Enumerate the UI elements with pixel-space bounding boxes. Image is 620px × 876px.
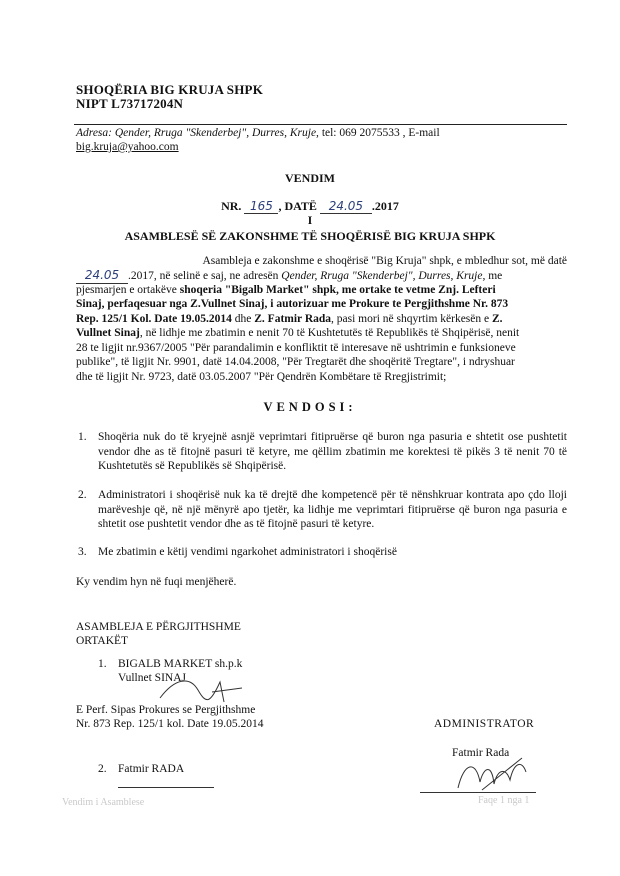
page-faint: Faqe 1 nga 1 bbox=[478, 795, 530, 806]
member-2-name: Fatmir RADA bbox=[118, 763, 185, 775]
intro-line-2 bbox=[76, 268, 567, 284]
assembly-label: ASAMBLEJA E PËRGJITHSHME bbox=[76, 621, 241, 633]
company-nipt: NIPT L73717204N bbox=[76, 96, 184, 111]
date-year: .2017 bbox=[371, 199, 399, 213]
intro-5d: , pasi mori në shqyrtim kërkesën e bbox=[331, 313, 490, 325]
member-1-representative: Vullnet SINAJ bbox=[118, 672, 186, 684]
intro-line-5 bbox=[76, 312, 567, 327]
address-line bbox=[76, 126, 576, 141]
decision-number-line bbox=[0, 199, 620, 214]
date-handwritten: 24.05 bbox=[320, 199, 372, 214]
assembly-title: ASAMBLESË SË ZAKONSHME TË SHOQËRISË BIG KRUJA SHPK bbox=[124, 229, 496, 243]
member-2-number: 2. bbox=[98, 763, 107, 775]
effect-statement: Ky vendim hyn në fuqi menjëherë. bbox=[76, 576, 237, 588]
administrator-title: ADMINISTRATOR bbox=[434, 718, 535, 730]
header-rule bbox=[74, 124, 567, 125]
intro-5e: Z. bbox=[492, 313, 503, 325]
intro-5c: Z. Fatmir Rada bbox=[254, 313, 332, 325]
proxy-line-2: Nr. 873 Rep. 125/1 kol. Date 19.05.2014 bbox=[76, 718, 264, 730]
decision-item-1 bbox=[78, 430, 567, 474]
intro-line-4: Sinaj, perfaqesuar nga Z.Vullnet Sinaj, i autorizuar me Prokure te Pergjithshme Nr. 873 bbox=[76, 298, 509, 310]
intro-3a: pjesmarjen e ortakëve bbox=[76, 284, 177, 296]
item-text: Shoqëria nuk do të kryejnë asnjë veprimtari fitipruërse që buron nga pasuria e shtetit ose pushtetit vendor dhe as të fitojnë pasuri të ketyre, me qëllim zbatimin me korektesi të pikës 3 të nenit 70 të Kushtetutës së Republikës së Shqipërisë. bbox=[98, 431, 567, 473]
decision-item-2 bbox=[78, 488, 567, 532]
intro-6a: Vullnet Sinaj bbox=[76, 327, 140, 339]
member-2-signature-line bbox=[118, 787, 214, 788]
decision-heading: VENDIM bbox=[285, 171, 335, 185]
contact-tel: tel: 069 2075533 , E-mail bbox=[321, 127, 440, 139]
footer-faint: Vendim i Asamblese bbox=[62, 797, 145, 808]
intro-5a: Rep. 125/1 Kol. Date 19.05.2014 bbox=[76, 313, 232, 325]
intro-3b: shoqeria "Bigalb Market" shpk, me ortake te vetme Znj. Lefteri bbox=[179, 284, 496, 296]
item-number: 1. bbox=[78, 431, 87, 443]
administrator-signature-line bbox=[420, 792, 536, 793]
intro-5b: dhe bbox=[234, 313, 252, 325]
company-email: big.kruja@yahoo.com bbox=[76, 141, 179, 153]
decision-item-3 bbox=[78, 545, 567, 560]
date-prefix: , DATË bbox=[278, 199, 317, 213]
intro-line-3 bbox=[76, 283, 567, 298]
decides-heading: VENDOSI: bbox=[263, 400, 357, 414]
member-1-number: 1. bbox=[98, 658, 107, 670]
intro-line-1: Asambleja e zakonshme e shoqërisë "Big Kruja" shpk, e mbledhur sot, më datë bbox=[202, 255, 567, 267]
nr-handwritten: 165 bbox=[244, 199, 278, 214]
title-i: I bbox=[307, 213, 313, 227]
nr-prefix: NR. bbox=[221, 199, 242, 213]
company-name: SHOQËRIA BIG KRUJA SHPK bbox=[76, 82, 263, 97]
intro-2a: .2017, në selinë e saj, ne adresën bbox=[128, 270, 279, 282]
intro-line-8: publike", të ligjit Nr. 9901, datë 14.04.2008, "Për Tregtarët dhe shoqëritë Tregtare", i ndryshuar bbox=[76, 356, 515, 368]
meeting-date-hand: 24.05 bbox=[76, 268, 128, 284]
address-value: Qender, Rruga "Skenderbej", Durres, Kruje, bbox=[114, 127, 319, 139]
intro-2b: me bbox=[488, 270, 503, 282]
intro-line-7: 28 te ligjit nr.9367/2005 "Për parandalimin e konfliktit të interesave në ushtrimin e funksioneve bbox=[76, 342, 516, 354]
member-1-name: BIGALB MARKET sh.p.k bbox=[118, 658, 243, 670]
item-text: Administratori i shoqërisë nuk ka të drejtë dhe kompetencë për të nënshkruar kontrata apo çdo lloji marëveshje që, në një mënyrë apo tjetër, ka lidhje me veprimtari fitipruërse që buron nga pasuria e shtetit ose pushtetit vendor dhe as të fitojnë pasuri të ketyre. bbox=[98, 489, 567, 531]
intro-line-6 bbox=[76, 326, 567, 341]
intro-2-address: Qender, Rruga "Skenderbej", Durres, Kruje, bbox=[281, 270, 486, 282]
item-text: Me zbatimin e këtij vendimi ngarkohet administratori i shoqërisë bbox=[98, 546, 397, 558]
item-number: 3. bbox=[78, 546, 87, 558]
address-label: Adresa: bbox=[76, 127, 112, 139]
intro-6b: , në lidhje me zbatimin e nenit 70 të Kushtetutës të Republikës të Shqipërisë, nenit bbox=[139, 327, 520, 339]
item-number: 2. bbox=[78, 489, 87, 501]
proxy-line-1: E Perf. Sipas Prokures se Pergjithshme bbox=[76, 704, 256, 716]
partners-label: ORTAKËT bbox=[76, 635, 129, 647]
intro-line-9: dhe të ligjit Nr. 9723, datë 03.05.2007 "Për Qendrën Kombëtare të Rregjistrimit; bbox=[76, 371, 447, 383]
administrator-name: Fatmir Rada bbox=[452, 747, 510, 759]
